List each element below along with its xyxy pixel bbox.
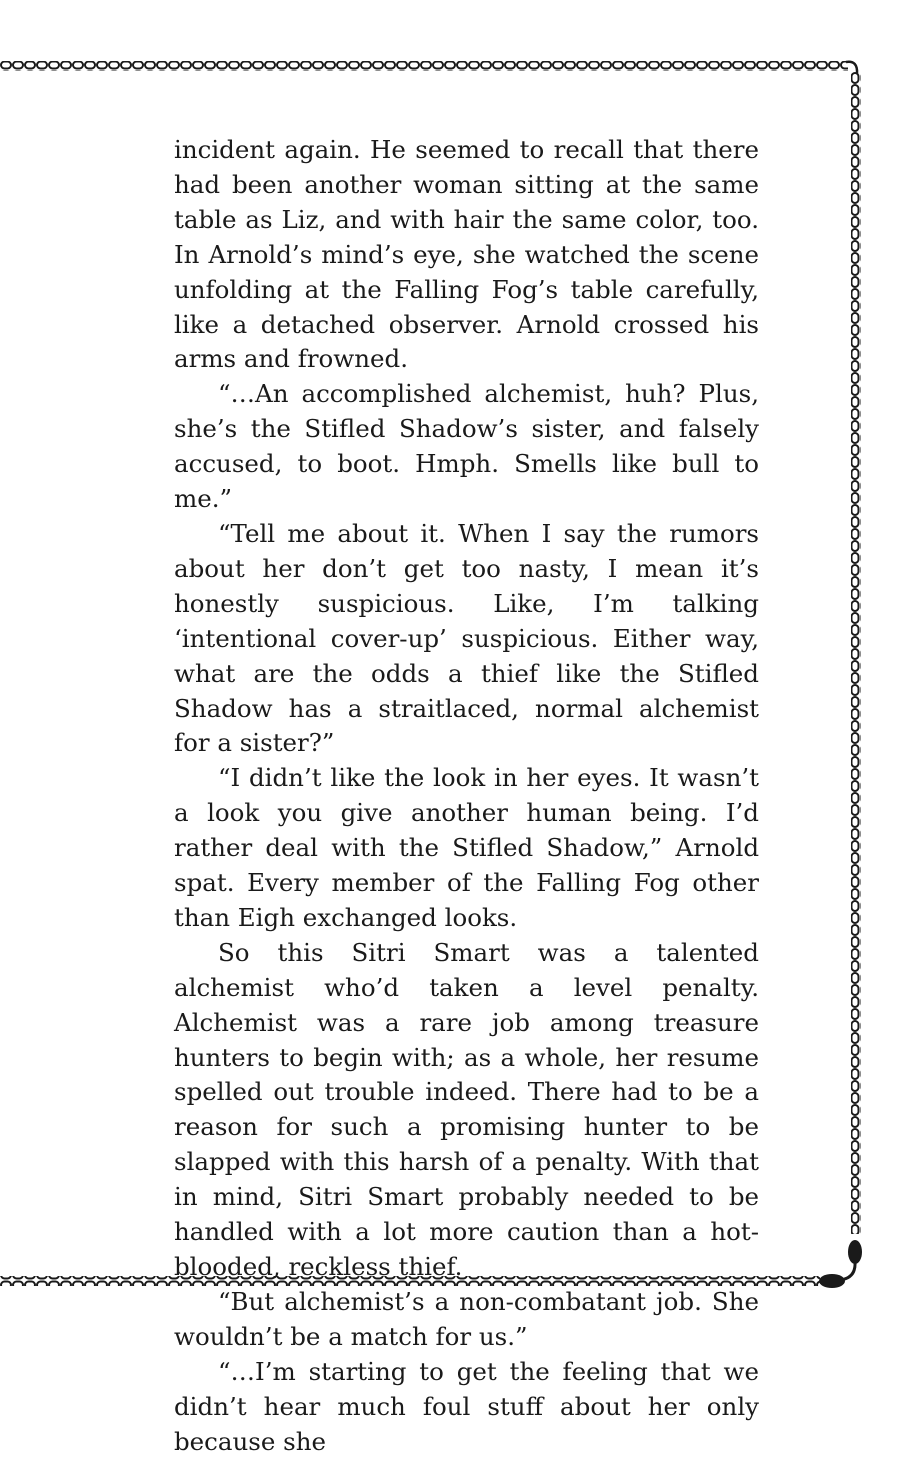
top-chain bbox=[0, 61, 848, 71]
paragraph: “Tell me about it. When I say the rumors about her don’t get too nasty, I mean it’s honestly suspicious. Like, I’m talking ‘intentional cover-up’ suspicious. Either way, what are the odds a thief like the Stifled Shadow has a straitlaced, normal alchemist for a sister?” bbox=[174, 518, 759, 758]
paragraph: incident again. He seemed to recall that there had been another woman sitting at the same table as Liz, and with hair the same color, too. In Arnold’s mind’s eye, she watched the scene unfolding at the Falling Fog’s table carefully, like a detached observer. Arnold crossed his arms and frowned. bbox=[174, 135, 759, 374]
body-text bbox=[174, 133, 759, 1459]
paragraph: “…I’m starting to get the feeling that we didn’t hear much foul stuff about her only because she bbox=[174, 1356, 759, 1456]
paragraph: “But alchemist’s a non-combatant job. She wouldn’t be a match for us.” bbox=[174, 1286, 759, 1351]
paragraph: “…An accomplished alchemist, huh? Plus, she’s the Stifled Shadow’s sister, and falsely accused, to boot. Hmph. Smells like bull to me.” bbox=[174, 379, 759, 514]
paragraph: So this Sitri Smart was a talented alchemist who’d taken a level penalty. Alchemist was a rare job among treasure hunters to begin with; as a whole, her resume spelled out trouble indeed. There had to be a reason for such a promising hunter to be slapped with this harsh of a penalty. With that in mind, Sitri Smart probably needed to be handled with a lot more caution than a hot-blooded, reckless thief. bbox=[174, 937, 759, 1281]
chain-weight-right bbox=[848, 1240, 862, 1264]
paragraph: “I didn’t like the look in her eyes. It wasn’t a look you give another human being. I’d rather deal with the Stifled Shadow,” Arnold spat. Every member of the Falling Fog other than Eigh exchanged looks. bbox=[174, 763, 759, 932]
right-chain bbox=[851, 72, 861, 1234]
